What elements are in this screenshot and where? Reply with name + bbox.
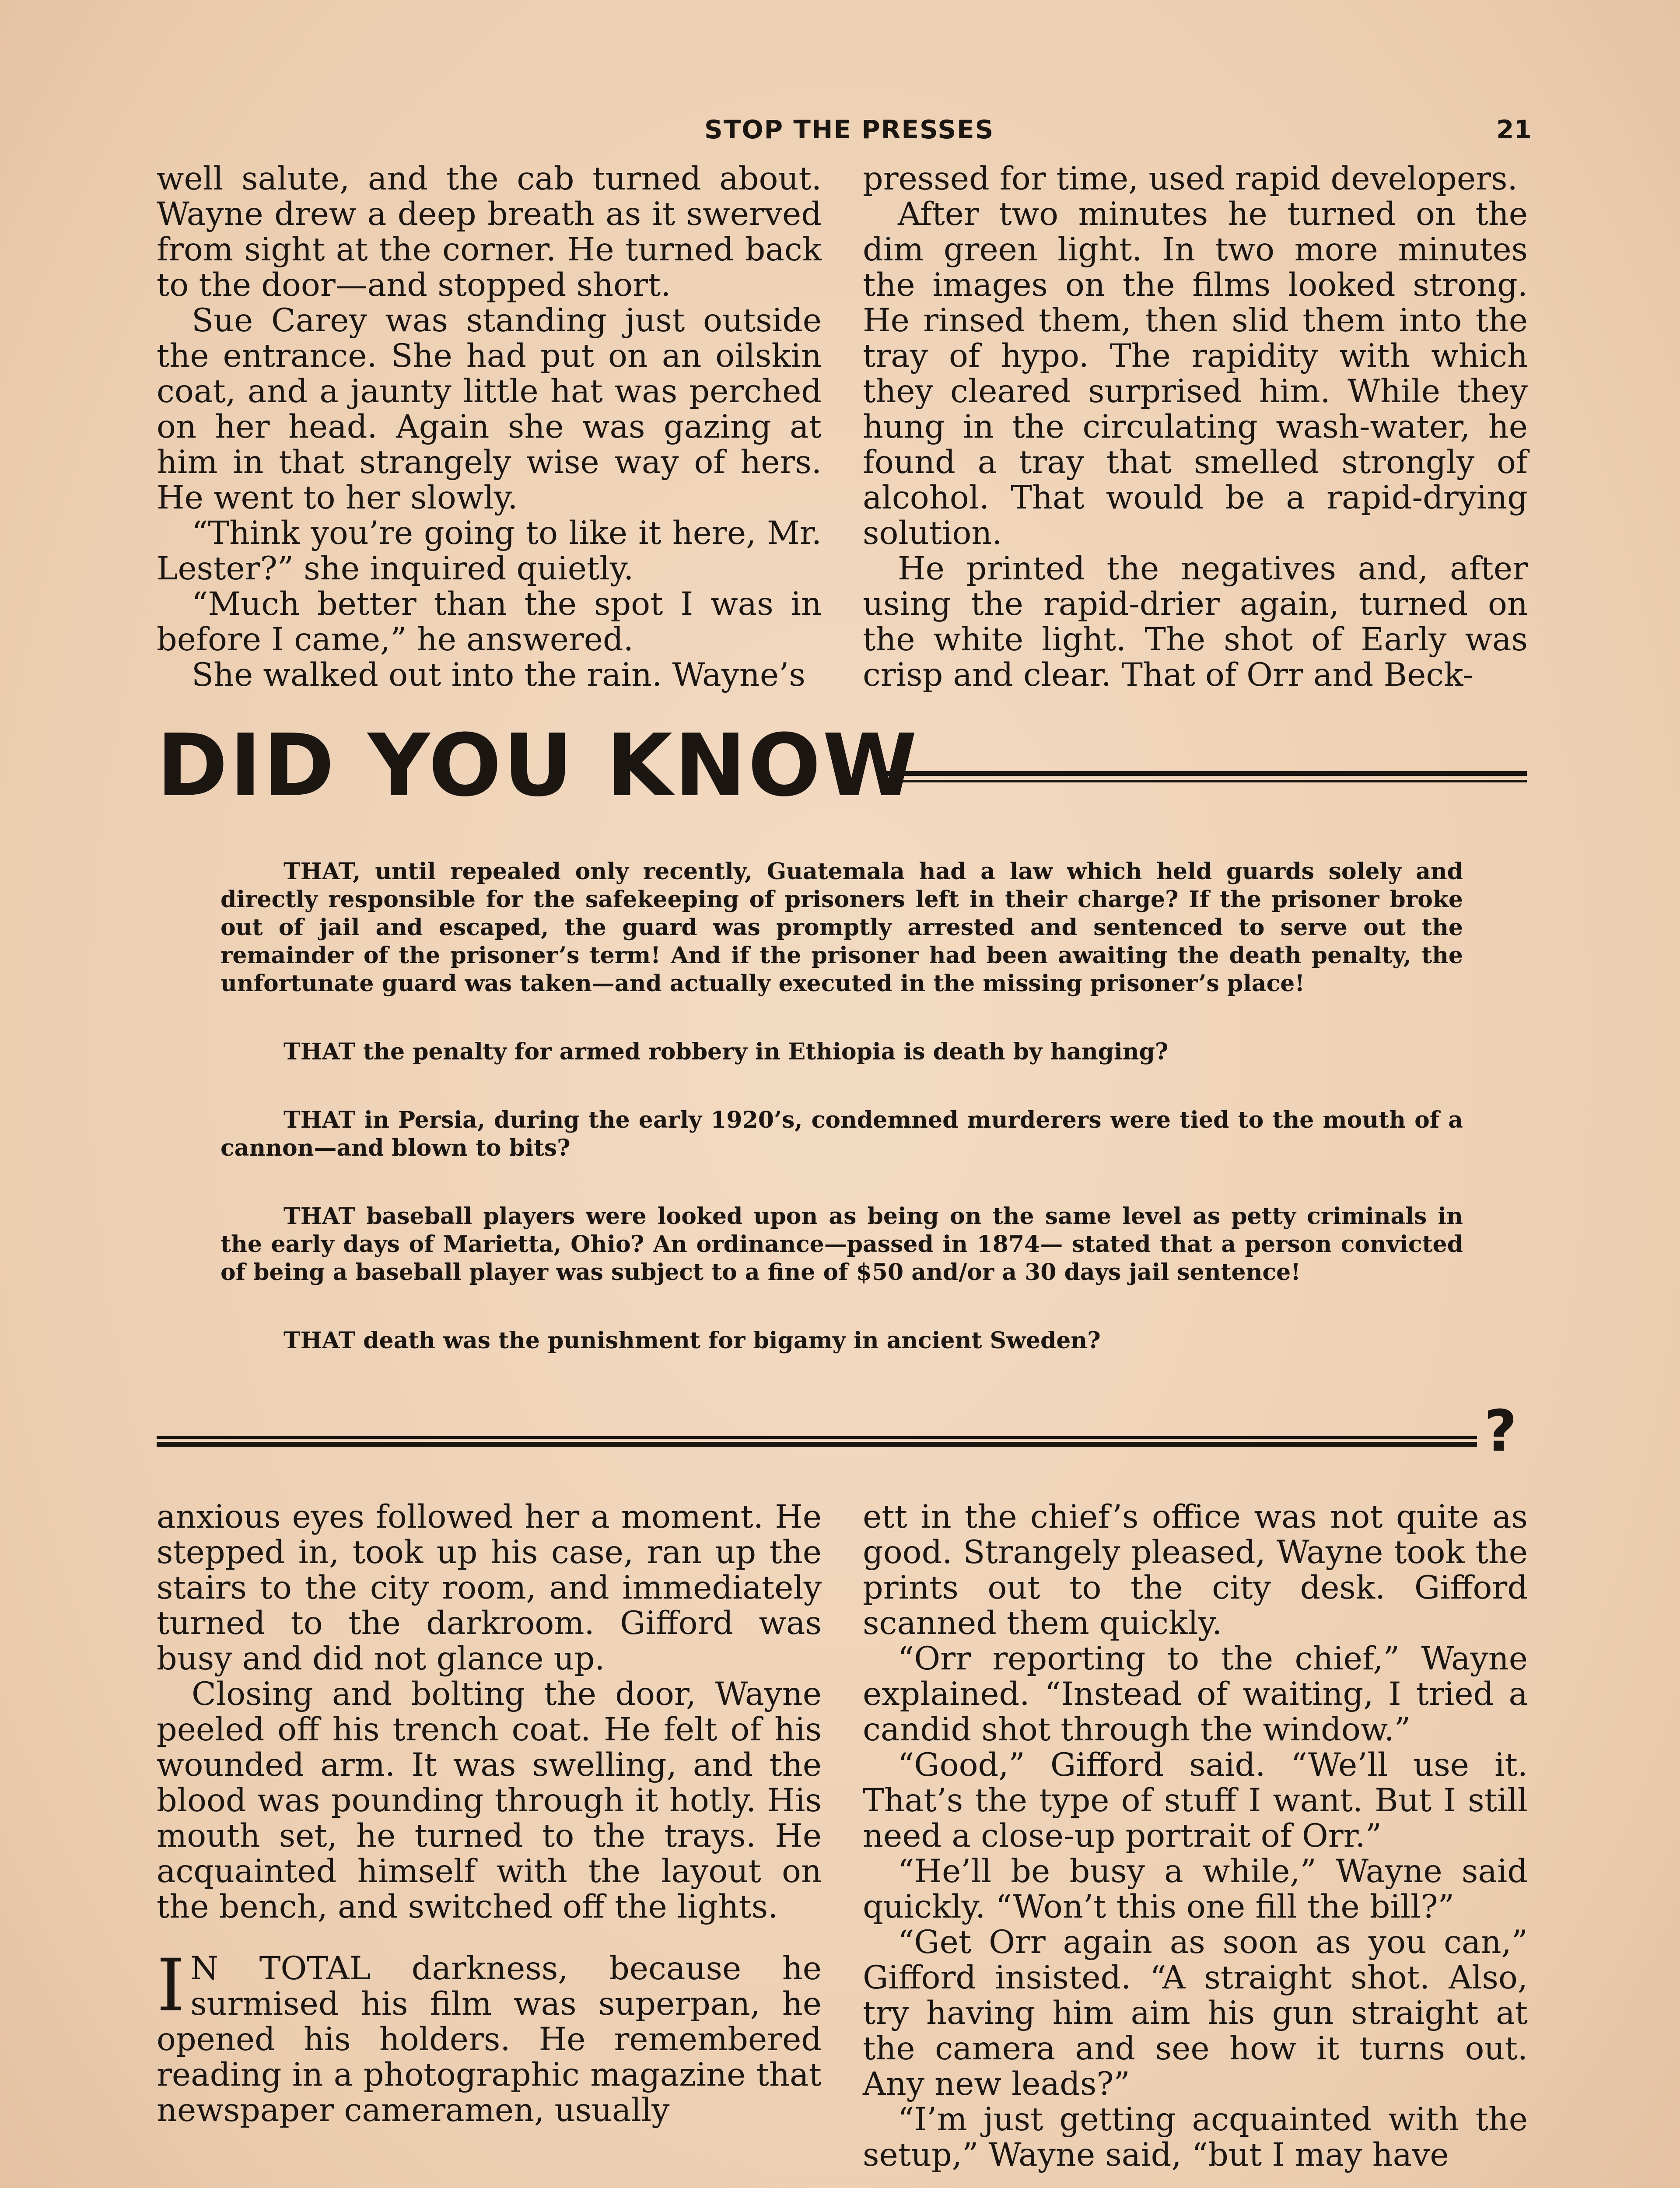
paragraph: “Good,” Gifford said. “We’ll use it. That’s the type of stuff I want. But I still need a close-up portrait of Orr.” <box>863 1746 1528 1855</box>
paragraph: ett in the chief’s office was not quite as good. Strangely pleased, Wayne took the prints out to the city desk. Gifford scanned them quickly. <box>863 1498 1528 1642</box>
fact-item: THAT, until repealed only recently, Guatemala had a law which held guards solely and directly responsible for the safekeeping of prisoners left in their charge? If the prisoner broke out of jail and escaped, the guard was promptly arrested and sentenced to serve out the remainder of the prisoner’s term! And if the prisoner had been awaiting the death penalty, the unfortunate guard was taken—and actually executed in the missing prisoner’s place! <box>220 858 1463 997</box>
dropcap-paragraph-text: N TOTAL darkness, because he surmised his film was superpan, he opened his holders. He remembered reading in a photographic magazine that newspaper cameramen, usually <box>157 1950 822 2129</box>
double-rule-bottom <box>157 1436 1477 1447</box>
paragraph: anxious eyes followed her a moment. He stepped in, took up his case, ran up the stairs to the city room, and immediately turned to the darkroom. Gifford was busy and did not glance up. <box>157 1498 822 1677</box>
paragraph: pressed for time, used rapid developers. <box>863 160 1518 197</box>
paragraph: He printed the negatives and, after using the rapid-drier again, turned on the white light. The shot of Early was crisp and clear. That of Orr and Beck- <box>863 550 1528 694</box>
story-column-top-right <box>863 161 1528 693</box>
paragraph: “I’m just getting acquainted with the setup,” Wayne said, “but I may have <box>863 2101 1528 2174</box>
story-column-bottom-left <box>157 1499 822 2128</box>
dropcap-letter: I <box>157 1943 186 2027</box>
paragraph: well salute, and the cab turned about. Wayne drew a deep breath as it swerved from sight at the corner. He turned back to the door—and stopped short. <box>157 160 822 304</box>
page-number: 21 <box>1496 115 1532 144</box>
paragraph: “Much better than the spot I was in before I came,” he answered. <box>157 586 822 658</box>
paragraph: After two minutes he turned on the dim green light. In two more minutes the images on the films looked strong. He rinsed them, then slid them into the tray of hypo. The rapidity with which they cleared surprised him. While they hung in the circulating wash-water, he found a tray that smelled strongly of alcohol. That would be a rapid-drying solution. <box>863 196 1528 552</box>
paragraph: “He’ll be busy a while,” Wayne said quickly. “Won’t this one fill the bill?” <box>863 1853 1528 1925</box>
paragraph: “Get Orr again as soon as you can,” Gifford insisted. “A straight shot. Also, try having him aim his gun straight at the camera and see how it turns out. Any new leads?” <box>863 1924 1528 2103</box>
story-column-top-left <box>157 161 822 693</box>
story-column-bottom-right <box>863 1499 1528 2173</box>
did-you-know-facts <box>220 858 1463 1395</box>
paragraph: Closing and bolting the door, Wayne peeled off his trench coat. He felt of his wounded arm. It was swelling, and the blood was pounding through it hotly. His mouth set, he turned to the trays. He acquainted himself with the layout on the bench, and switched off the lights. <box>157 1676 822 1925</box>
sidebar-title: DID YOU KNOW <box>157 716 919 816</box>
paragraph: “Orr reporting to the chief,” Wayne explained. “Instead of waiting, I tried a candid shot through the window.” <box>863 1640 1528 1748</box>
fact-item: THAT baseball players were looked upon as being on the same level as petty criminals in the early days of Marietta, Ohio? An ordinance—passed in 1874— stated that a person convicted of being a baseball player was subject to a fine of $50 and/or a 30 days jail sentence! <box>220 1203 1463 1286</box>
fact-item: THAT in Persia, during the early 1920’s, condemned murderers were tied to the mouth of a cannon—and blown to bits? <box>220 1107 1463 1161</box>
paragraph: Sue Carey was standing just outside the entrance. She had put on an oilskin coat, and a jaunty little hat was perched on her head. Again she was gazing at him in that strangely wise way of hers. He went to her slowly. <box>157 302 822 516</box>
fact-item: THAT death was the punishment for bigamy in ancient Sweden? <box>284 1327 1101 1354</box>
running-title: STOP THE PRESSES <box>704 115 994 144</box>
dropcap-paragraph <box>157 1943 822 2129</box>
paragraph: “Think you’re going to like it here, Mr. Lester?” she inquired quietly. <box>157 515 822 587</box>
fact-item: THAT the penalty for armed robbery in Ethiopia is death by hanging? <box>284 1038 1169 1065</box>
question-mark: ? <box>1484 1398 1517 1464</box>
double-rule-top <box>878 771 1527 782</box>
paragraph: She walked out into the rain. Wayne’s <box>192 656 805 694</box>
